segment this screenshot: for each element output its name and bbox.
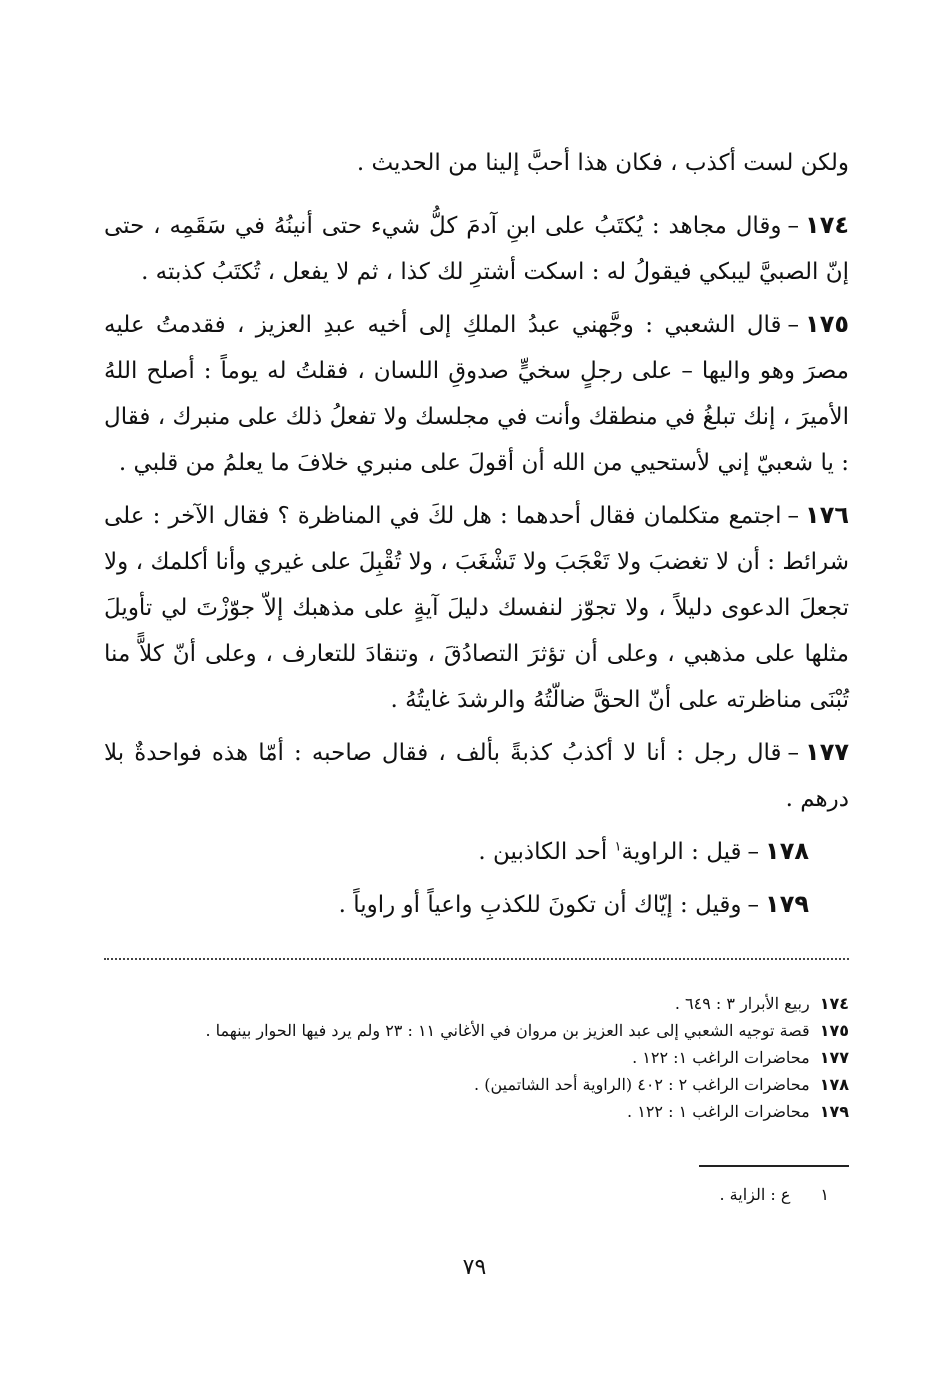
entry-dash: – (747, 839, 760, 865)
entry-175 (104, 301, 849, 486)
entry-number: ١٧٦ (805, 501, 849, 529)
footnote (720, 1183, 830, 1207)
entry-text: وقيل : إيّاك أن تكونَ للكذبِ واعياً أو راوياً . (338, 892, 742, 918)
entry-dash: – (787, 740, 800, 766)
note-number: ١٧٥ (819, 1021, 849, 1040)
entry-number: ١٧٨ (765, 837, 809, 865)
source-notes (104, 990, 849, 1125)
notes-separator (104, 958, 849, 960)
note-item (104, 1071, 849, 1098)
note-number: ١٧٩ (819, 1102, 849, 1121)
entry-number: ١٧٩ (765, 890, 809, 918)
entry-dash: – (787, 503, 800, 529)
entry-dash: – (747, 892, 760, 918)
entry-text-after: أحد الكاذبين . (478, 839, 615, 865)
entry-179 (104, 881, 849, 928)
footnote-marker: ١ (614, 839, 622, 855)
note-number: ١٧٤ (819, 994, 849, 1013)
note-text: ربيع الأبرار ٣ : ٦٤٩ . (674, 994, 810, 1013)
entry-number: ١٧٥ (805, 310, 849, 338)
note-text: محاضرات الراغب ٢ : ٤٠٢ (الراوية أحد الشاتمين) . (474, 1075, 810, 1094)
entry-number: ١٧٧ (805, 738, 849, 766)
note-text: محاضرات الراغب ١: ١٢٢ . (632, 1048, 810, 1067)
note-text: قصة توجيه الشعبي إلى عبد العزيز بن مروان في الأغاني ١١ : ٢٣ ولم يرد فيها الحوار بينهما . (205, 1021, 810, 1040)
entry-number: ١٧٤ (805, 211, 849, 239)
intro-paragraph: ولكن لست أكذب ، فكان هذا أحبَّ إلينا من الحديث . (356, 150, 849, 176)
entry-text-before: قيل : الراوية (621, 839, 742, 865)
entry-174 (104, 202, 849, 295)
entry-176 (104, 492, 849, 723)
note-number: ١٧٧ (819, 1048, 849, 1067)
entry-177 (104, 729, 849, 822)
note-item (104, 1098, 849, 1125)
entry-178 (104, 828, 849, 875)
footnote-separator (699, 1165, 849, 1167)
page-number: ٧٩ (462, 1255, 487, 1280)
note-item (104, 1044, 849, 1071)
entry-dash: – (787, 312, 800, 338)
entry-text: قال رجل : أنا لا أكذبُ كذبةً بألف ، فقال صاحبه : أمّا هذه فواحدةٌ بلا درهم . (104, 740, 849, 812)
note-item (104, 1017, 849, 1044)
footnote-text: ع : الزاية . (719, 1185, 791, 1204)
main-text (104, 140, 849, 934)
footnote-number: ١ (820, 1185, 829, 1204)
entry-dash: – (787, 213, 800, 239)
note-item (104, 990, 849, 1017)
entry-text: وقال مجاهد : يُكتَبُ على ابنِ آدمَ كلُّ شيء حتى أنينُهُ في سَقَمِه ، حتى إنّ الصبيَّ ليبكي فيقولُ له : اسكت أشترِ لك كذا ، ثم لا يفعل ، تُكتَبُ كذبته . (104, 213, 849, 285)
note-number: ١٧٨ (819, 1075, 849, 1094)
entry-text: اجتمع متكلمان فقال أحدهما : هل لكَ في المناظرة ؟ فقال الآخر : على شرائط : أن لا تغضبَ ولا تَعْجَبَ ولا تَشْغَبَ ، ولا تُقْبِلَ على غيري وأنا أكلمك ، ولا تجعلَ الدعوى دليلاً ، ولا تجوّز لنفسك دليلَ آيةٍ على مذهبك إلاّ جوّزْتَ لي تأويلَ مثلها على مذهبي ، وعلى أن تؤثرَ التصادُقَ ، وتنقادَ للتعارف ، وعلى أنّ كلاًّ منا تُبْنَى مناظرته على أنّ الحقَّ ضالّتُهُ والرشدَ غايتُهُ . (104, 503, 849, 713)
entry-text: قال الشعبي : وجَّهني عبدُ الملكِ إلى أخيه عبدِ العزيز ، فقدمتُ عليه مصرَ وهو واليها – على رجلٍ سخيٍّ صدوقِ اللسان ، فقلتُ له يوماً : أصلح اللهُ الأميرَ ، إنك تبلغُ في منطقك وأنت في مجلسك ولا تفعلُ ذلك على منبرك ، فقال : يا شعبيّ إني لأستحيي من الله أن أقولَ على منبري خلافَ ما يعلمُ من قلبي . (104, 312, 849, 476)
note-text: محاضرات الراغب ١ : ١٢٢ . (627, 1102, 810, 1121)
